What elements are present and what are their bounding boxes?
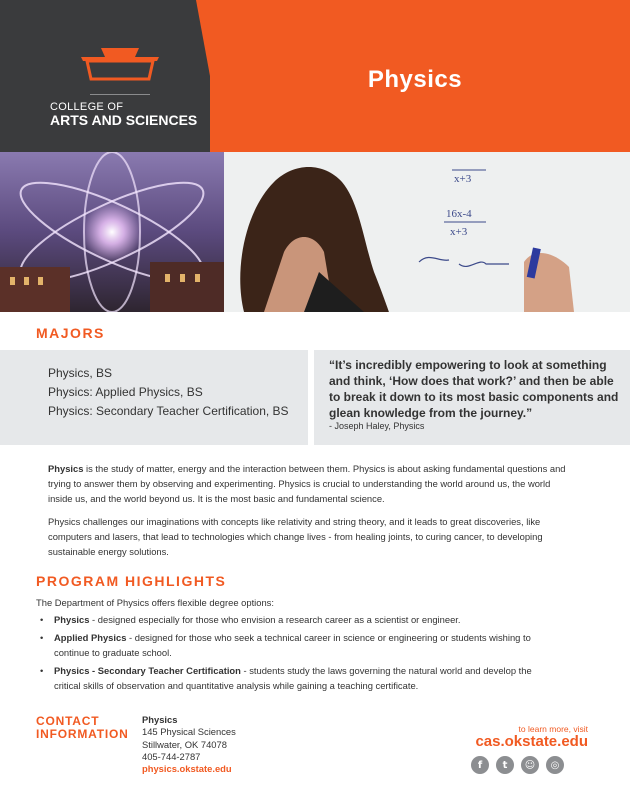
instagram-icon[interactable]: ◎ [546, 756, 564, 774]
atom-campus-photo [0, 152, 224, 312]
social-icons [471, 756, 564, 774]
whiteboard-eq3: x+3 [450, 226, 468, 238]
learn-more-text: to learn more, visit [518, 724, 588, 734]
logo-divider [90, 94, 150, 95]
major-item: Physics: Applied Physics, BS [48, 385, 203, 399]
description-paragraph-2: Physics challenges our imaginations with concepts like relativity and string theory, and it leads to great discoveries, like computers and lasers, that lead to technologies which change lives - from healing joints, to curing cancer, to developing sustainable energy solutions. [48, 516, 543, 557]
major-item: Physics: Secondary Teacher Certification, BS [48, 404, 289, 418]
highlight-text: - students study the laws governing the natural world and develop the critical skills of observation and quantitative analysis while gaining a teaching certificate. [54, 664, 532, 691]
highlight-item [36, 663, 556, 694]
contact-dept: Physics [142, 714, 178, 725]
page-title: Physics [367, 66, 463, 93]
description-lead: Physics [48, 463, 84, 474]
description-body: is the study of matter, energy and the interaction between them. Physics is about asking fundamental questions and trying to answer them by observing and experimenting. Physics is crucial to understanding the world around us, the world inside us, and the world beyond us. It is the most basic and fundamental science. [48, 463, 566, 504]
highlight-text: - designed especially for those who envision a research career as a scientist or engineer. [89, 614, 461, 625]
student-quote: “It’s incredibly empowering to look at something and think, ‘How does that work?’ and then be able to break it down to its most basic components and glean knowledge from the journey.” [329, 358, 619, 420]
whiteboard-photo [224, 152, 630, 312]
contact-heading [36, 715, 129, 741]
highlight-lead: Applied Physics [54, 631, 127, 643]
college-name-line1: COLLEGE OF [50, 101, 124, 113]
contact-phone[interactable]: 405-744-2787 [142, 750, 201, 762]
description-paragraph-1 [48, 461, 568, 506]
highlights-list [36, 612, 556, 696]
contact-address2: Stillwater, OK 74078 [142, 738, 227, 750]
highlights-heading: PROGRAM HIGHLIGHTS [36, 573, 227, 589]
quote-attribution: - Joseph Haley, Physics [329, 421, 425, 431]
osu-logo [79, 45, 161, 83]
majors-heading: MAJORS [36, 325, 105, 341]
highlight-lead: Physics - Secondary Teacher Certification [54, 664, 241, 676]
highlight-text: - designed for those who seek a technical career in science or engineering or students wishing to continue to graduate school. [54, 631, 531, 658]
contact-details [142, 714, 236, 775]
highlight-item [36, 630, 556, 661]
college-name-line2: ARTS AND SCIENCES [50, 112, 198, 128]
contact-address1: 145 Physical Sciences [142, 726, 236, 738]
whiteboard-eq1: x+3 [454, 173, 472, 185]
contact-heading-line2: INFORMATION [36, 727, 129, 741]
highlight-item [36, 612, 556, 628]
highlights-intro: The Department of Physics offers flexible degree options: [36, 597, 274, 608]
facebook-icon[interactable]: f [471, 756, 489, 774]
majors-list [48, 364, 289, 421]
snapchat-icon[interactable]: ☺ [521, 756, 539, 774]
highlight-lead: Physics [54, 614, 90, 625]
major-item: Physics, BS [48, 366, 113, 380]
contact-web-link[interactable]: physics.okstate.edu [142, 763, 232, 775]
college-site-link[interactable]: cas.okstate.edu [475, 733, 588, 750]
twitter-icon[interactable]: t [496, 756, 514, 774]
whiteboard-eq2: 16x-4 [446, 208, 472, 220]
contact-heading-line1: CONTACT [36, 714, 100, 728]
